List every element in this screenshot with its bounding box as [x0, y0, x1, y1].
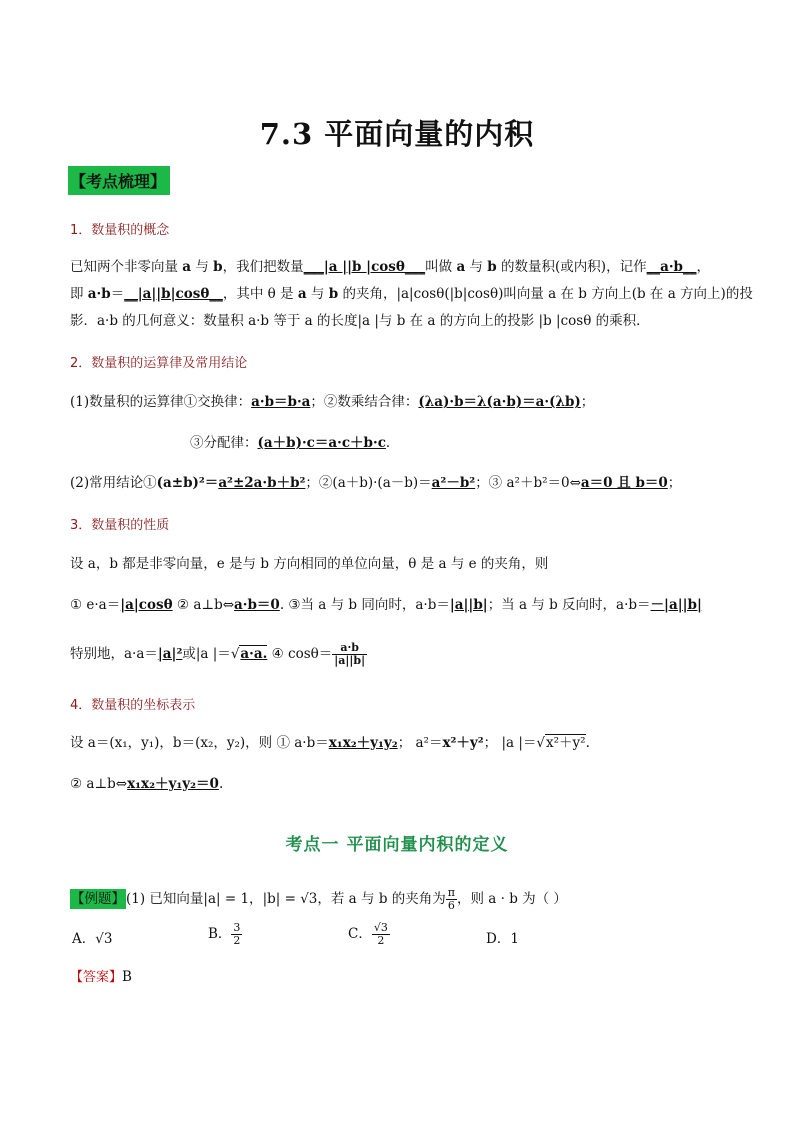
laws-line-3: (2)常用结论①(a±b)²＝a²±2a·b＋b²；②(a＋b)·(a－b)＝a²－b²；③ a²＋b²＝0⇔a＝0 且 b＝0；	[70, 475, 682, 491]
concept-line-3: 影．a·b 的几何意义：数量积 a·b 等于 a 的长度|a |与 b 在 a 的方向上的投影 |b |cosθ 的乘积．	[70, 313, 650, 329]
cos-theta-fraction: $\frac{a\cdot b}{|a||b|}$	[334, 641, 366, 667]
laws-line-2: ③分配律：(a＋b)·c＝a·c＋b·c．	[190, 435, 400, 451]
heading-concept: 1．数量积的概念	[70, 223, 170, 238]
concept-line-1: 已知两个非零向量 a 与 b，我们把数量___|a ||b |cosθ___叫做 a 与 b 的数量积(或内积)，记作__a·b__，	[70, 259, 710, 275]
option-d: D．1	[486, 931, 519, 947]
laws-line-1: (1)数量积的运算律①交换律：a·b＝b·a；②数乘结合律：(λa)·b＝λ(a·b)＝a·(λb)；	[70, 394, 595, 410]
answer-value: B	[122, 969, 132, 985]
coordinates-line-2: ② a⊥b⇔x₁x₂＋y₁y₂＝0.	[70, 776, 224, 792]
heading-coordinates: 4．数量积的坐标表示	[70, 698, 196, 713]
heading-properties: 3．数量积的性质	[70, 518, 170, 533]
angle-fraction: $\frac{\pi}{6}$	[447, 886, 455, 912]
example-tag: 【例题】	[71, 891, 125, 907]
answer-line	[70, 966, 132, 986]
option-b: B． $\frac{3}{2}$	[208, 921, 241, 947]
option-c: C． $\frac{√3}{2}$	[348, 921, 388, 947]
example-section-title: 考点一 平面向量内积的定义	[285, 835, 509, 855]
example-question: 【例题】(1) 已知向量|a| = 1，|b| = √3，若 a 与 b 的夹角为 $\frac{\pi}{6}$ ，则 a · b 为（ ）	[71, 886, 567, 912]
concept-line-2: 即 a·b＝__|a||b|cosθ__，其中 θ 是 a 与 b 的夹角，|a|cosθ(|b|cosθ)叫向量 a 在 b 方向上(b 在 a 方向上)的投	[70, 286, 753, 302]
properties-line-2: ① e·a＝|a|cosθ ② a⊥b⇔a·b＝0. ③当 a 与 b 同向时，a·b＝|a||b|；当 a 与 b 反向时，a·b＝－|a||b|	[70, 597, 702, 613]
option-a: A．√3	[72, 931, 113, 947]
answer-label: 【答案】	[70, 970, 123, 985]
coordinates-line-1: 设 a＝(x₁，y₁)，b＝(x₂，y₂)，则 ① a·b＝x₁x₂＋y₁y₂； a²＝x²＋y²； |a |＝√x²＋y².	[70, 735, 590, 751]
page-title: 7.3 平面向量的内积	[259, 117, 535, 151]
section-tag-kaodian: 【考点梳理】	[68, 166, 170, 195]
properties-line-3: 特别地，a·a＝|a|²或|a |＝√a·a. ④ cosθ＝ $\frac{a\cdot b}{|a||b|}$	[70, 641, 366, 667]
heading-operation-laws: 2．数量积的运算律及常用结论	[70, 356, 248, 371]
properties-line-1: 设 a，b 都是非零向量，e 是与 b 方向相同的单位向量，θ 是 a 与 e 的夹角，则	[70, 556, 549, 572]
